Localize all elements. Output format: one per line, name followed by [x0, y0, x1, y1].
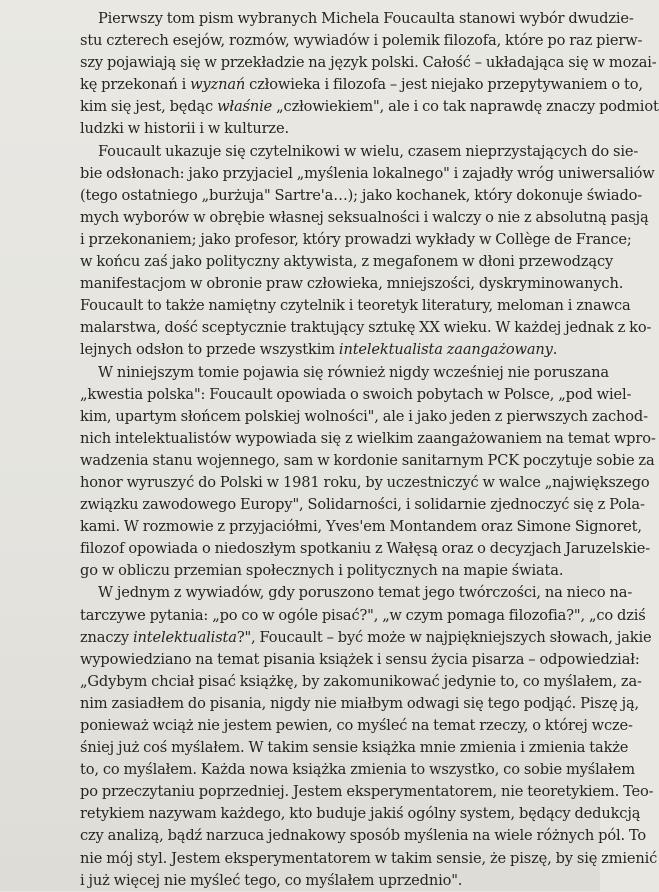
text-line: po przeczytaniu poprzedniej. Jestem eksperymentatorem, nie teoretykiem. Teo- [80, 783, 654, 801]
text-line: Foucault to także namiętny czytelnik i teoretyk literatury, meloman i znawca [80, 297, 631, 315]
text-line: znaczy intelektualista?", Foucault – być może w najpiękniejszych słowach, jakie [80, 628, 652, 646]
text-line: kim, upartym słońcem polskiej wolności", ale i jako jeden z pierwszych zachod- [80, 407, 648, 425]
text-line: go w obliczu przemian społecznych i politycznych na mapie świata. [80, 562, 564, 580]
text-line: ludzki w historii i w kulturze. [80, 120, 289, 138]
text-line: (tego ostatniego „burżuja" Sartre'a…); jako kochanek, który dokonuje świado- [80, 186, 643, 204]
text-line: związku zawodowego Europy", Solidarności, i solidarnie zjednoczyć się z Pola- [80, 496, 645, 514]
text-line: manifestacjom w obronie praw człowieka, mniejszości, dyskryminowanych. [80, 275, 624, 293]
text-line: „kwestia polska": Foucault opowiada o swoich pobytach w Polsce, „pod wiel- [80, 385, 632, 403]
text-line: śniej już coś myślałem. W takim sensie książka mnie zmienia i zmienia także [80, 739, 629, 757]
text-line: Foucault ukazuje się czytelnikowi w wielu, czasem nieprzystających do sie- [98, 142, 639, 160]
text-line: kim się jest, będąc właśnie „człowiekiem", ale i co tak naprawdę znaczy podmiot [80, 98, 659, 116]
text-line: honor wyruszyć do Polski w 1981 roku, by uczestniczyć w walce „największego [80, 473, 650, 491]
text-line: i przekonaniem; jako profesor, który prowadzi wykłady w Collège de France; [80, 230, 632, 248]
text-line: lejnych odsłon to przede wszystkim intelektualista zaangażowany. [80, 341, 558, 359]
text-line: Pierwszy tom pism wybranych Michela Foucaulta stanowi wybór dwudzie- [98, 10, 634, 27]
text-line: retykiem nazywam każdego, kto buduje jakiś ogólny system, będący dedukcją [80, 805, 641, 823]
text-line: „Gdybym chciał pisać książkę, by zakomunikować jedynie to, co myślałem, za- [80, 672, 642, 690]
paragraph-3 [62, 362, 656, 583]
text-line: nich intelektualistów wypowiada się z wielkim zaangażowaniem na temat wpro- [80, 429, 656, 447]
blurb-text [62, 8, 659, 892]
text-line: mych wyborów w obrębie własnej seksualności i walczy o nie z absolutną pasją [80, 208, 649, 226]
text-line: tarczywe pytania: „po co w ogóle pisać?", „w czym pomaga filozofia?", „co dziś [80, 606, 646, 624]
text-line: szy pojawiają się w przekładzie na język polski. Całość – układająca się w mozai- [80, 54, 657, 72]
text-line: czy analizą, bądź narzuca jednakowy sposób myślenia na wiele różnych pól. To [80, 827, 647, 845]
text-line: wadzenia stanu wojennego, sam w kordonie sanitarnym PCK poczytuje sobie za [80, 451, 655, 469]
text-line: to, co myślałem. Każda nowa książka zmienia to wszystko, co sobie myślałem [80, 761, 635, 779]
text-line: i już więcej nie myśleć tego, co myślałem uprzednio". [80, 871, 463, 889]
text-line: ponieważ wciąż nie jestem pewien, co myśleć na temat rzeczy, o której wcze- [80, 717, 633, 734]
text-line: filozof opowiada o niedoszłym spotkaniu z Wałęsą oraz o decyzjach Jaruzelskie- [80, 540, 650, 558]
text-line: malarstwa, dość sceptycznie traktujący sztukę XX wieku. W każdej jednak z ko- [80, 319, 652, 337]
text-line: w końcu zaś jako polityczny aktywista, z megafonem w dłoni przewodzący [80, 253, 614, 271]
text-line: nim zasiadłem do pisania, nigdy nie miałbym odwagi się tego podjąć. Piszę ją, [80, 694, 640, 712]
text-line: bie odsłonach: jako przyjaciel „myślenia lokalnego" i zajadły wróg uniwersaliów [80, 164, 655, 182]
paragraph-2 [62, 141, 655, 362]
paragraph-4 [62, 582, 658, 891]
text-line: W niniejszym tomie pojawia się również nigdy wcześniej nie poruszana [98, 363, 609, 381]
paragraph-1 [62, 8, 659, 141]
text-line: wypowiedziano na temat pisania książek i sensu życia pisarza – odpowiedział: [80, 650, 640, 668]
text-line: stu czterech esejów, rozmów, wywiadów i polemik filozofa, które po raz pierw- [80, 32, 643, 50]
text-line: kami. W rozmowie z przyjaciółmi, Yves'em Montandem oraz Simone Signoret, [80, 518, 642, 536]
text-line: W jednym z wywiadów, gdy poruszono temat jego twórczości, na nieco na- [98, 584, 633, 602]
text-line: kę przekonań i wyznań człowieka i filozofa – jest niejako przepytywaniem o to, [80, 76, 643, 94]
text-line: nie mój styl. Jestem eksperymentatorem w takim sensie, że piszę, by się zmienić [80, 849, 658, 867]
